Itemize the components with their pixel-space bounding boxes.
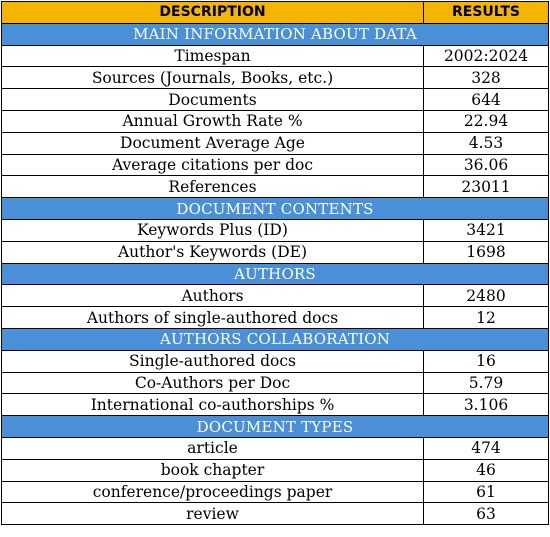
section-title: AUTHORS — [2, 263, 549, 285]
table-row — [2, 307, 549, 329]
table-body — [2, 23, 549, 524]
table-row — [2, 459, 549, 481]
row-label: Single-authored docs — [2, 350, 424, 372]
row-label: article — [2, 437, 424, 459]
table-row — [2, 241, 549, 263]
table-row — [2, 45, 549, 67]
section-row — [2, 263, 549, 285]
table-row — [2, 437, 549, 459]
table-row — [2, 394, 549, 416]
summary-table — [1, 1, 549, 525]
description-header: DESCRIPTION — [2, 2, 424, 24]
section-row — [2, 23, 549, 45]
row-label: Average citations per doc — [2, 154, 424, 176]
row-value: 5.79 — [424, 372, 549, 394]
row-value: 23011 — [424, 176, 549, 198]
row-label: Sources (Journals, Books, etc.) — [2, 67, 424, 89]
row-label: International co-authorships % — [2, 394, 424, 416]
row-value: 644 — [424, 89, 549, 111]
section-title: AUTHORS COLLABORATION — [2, 328, 549, 350]
row-label: book chapter — [2, 459, 424, 481]
table-row — [2, 132, 549, 154]
table-row — [2, 350, 549, 372]
table-row — [2, 154, 549, 176]
table-row — [2, 67, 549, 89]
row-value: 3.106 — [424, 394, 549, 416]
row-value: 474 — [424, 437, 549, 459]
results-header: RESULTS — [424, 2, 549, 24]
row-value: 46 — [424, 459, 549, 481]
row-value: 16 — [424, 350, 549, 372]
section-title: DOCUMENT CONTENTS — [2, 198, 549, 220]
table-row — [2, 176, 549, 198]
row-value: 36.06 — [424, 154, 549, 176]
row-label: review — [2, 503, 424, 525]
row-value: 3421 — [424, 219, 549, 241]
row-label: References — [2, 176, 424, 198]
row-label: conference/proceedings paper — [2, 481, 424, 503]
row-value: 63 — [424, 503, 549, 525]
row-label: Keywords Plus (ID) — [2, 219, 424, 241]
section-title: MAIN INFORMATION ABOUT DATA — [2, 23, 549, 45]
table-row — [2, 285, 549, 307]
row-label: Co-Authors per Doc — [2, 372, 424, 394]
row-value: 61 — [424, 481, 549, 503]
table-row — [2, 219, 549, 241]
table-row — [2, 110, 549, 132]
header-row — [2, 2, 549, 24]
section-row — [2, 416, 549, 438]
row-value: 12 — [424, 307, 549, 329]
row-value: 22.94 — [424, 110, 549, 132]
table-row — [2, 503, 549, 525]
row-value: 328 — [424, 67, 549, 89]
row-label: Author's Keywords (DE) — [2, 241, 424, 263]
row-label: Authors — [2, 285, 424, 307]
row-label: Document Average Age — [2, 132, 424, 154]
row-value: 1698 — [424, 241, 549, 263]
row-label: Timespan — [2, 45, 424, 67]
row-value: 2480 — [424, 285, 549, 307]
row-label: Documents — [2, 89, 424, 111]
table-row — [2, 372, 549, 394]
row-value: 4.53 — [424, 132, 549, 154]
section-row — [2, 198, 549, 220]
row-value: 2002:2024 — [424, 45, 549, 67]
section-title: DOCUMENT TYPES — [2, 416, 549, 438]
section-row — [2, 328, 549, 350]
table-row — [2, 481, 549, 503]
row-label: Annual Growth Rate % — [2, 110, 424, 132]
table-row — [2, 89, 549, 111]
row-label: Authors of single-authored docs — [2, 307, 424, 329]
